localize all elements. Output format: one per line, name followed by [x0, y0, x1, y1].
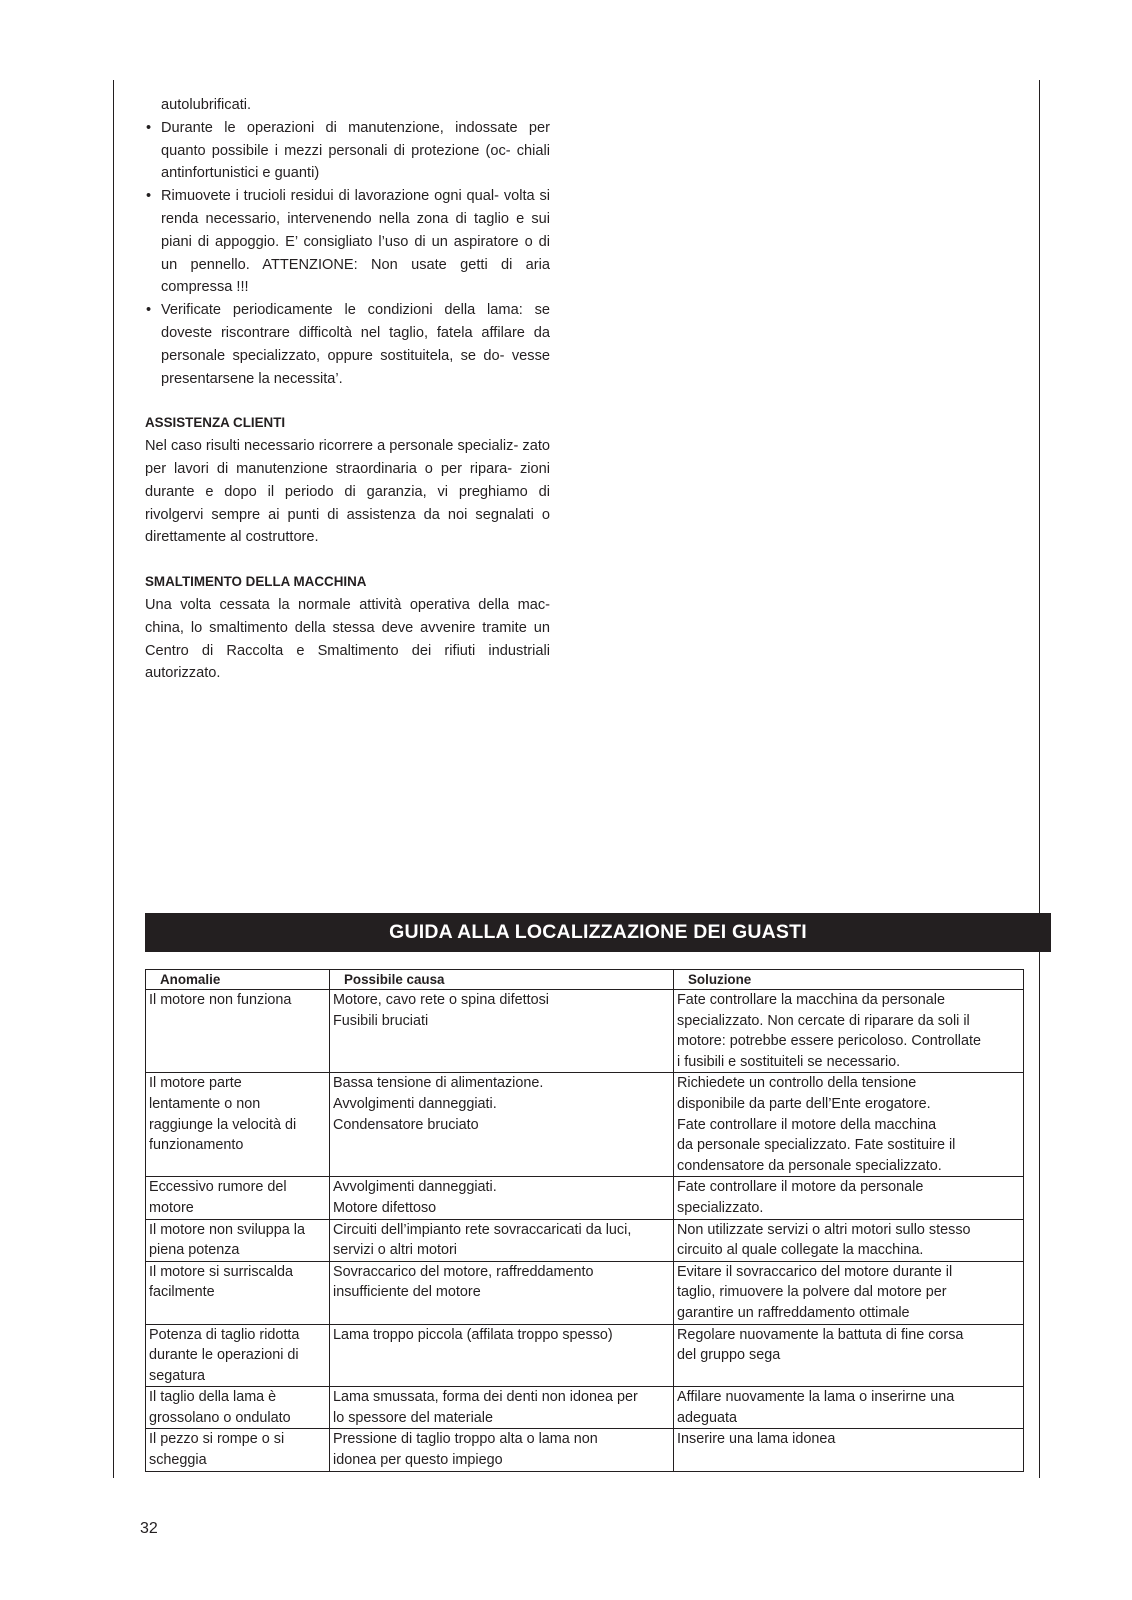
table-body — [146, 990, 1024, 1472]
cell-line: Sovraccarico del motore, raffreddamento — [333, 1263, 594, 1280]
cell-line: Pressione di taglio troppo alta o lama non — [333, 1431, 598, 1448]
customer-service-body — [145, 435, 550, 549]
cell-line: del gruppo sega — [677, 1347, 781, 1364]
cell-line: condensatore da personale specializzato. — [677, 1157, 942, 1174]
cell-line: Il motore non funziona — [149, 992, 292, 1008]
cell-line: piena potenza — [149, 1242, 240, 1259]
text-line: autorizzato. — [145, 665, 221, 682]
cause-cell — [330, 1219, 674, 1261]
cell-line: durante le operazioni di — [149, 1347, 299, 1364]
text-line: ATTENZIONE: Non usate getti di aria compressa !!! — [161, 256, 550, 296]
cell-line: Il taglio della lama è — [149, 1389, 277, 1406]
solution-cell — [674, 1387, 1024, 1429]
table-header-row — [146, 970, 1024, 990]
cause-cell — [330, 1177, 674, 1219]
text-line: un Centro di Raccolta e Smaltimento dei rifiuti industriali — [145, 619, 550, 659]
troubleshooting-table — [145, 969, 1024, 1472]
cell-line: segatura — [149, 1367, 206, 1384]
table-row — [146, 1324, 1024, 1387]
table-row — [146, 990, 1024, 1073]
text-line: da personale specializzato, oppure sostituitela, se do- — [161, 324, 550, 364]
cell-line: Fate controllare il motore da personale — [677, 1179, 924, 1196]
cell-line: Il pezzo si rompe o si — [149, 1431, 285, 1448]
text-line: Verificate periodicamente le condizioni della lama: se — [161, 302, 550, 319]
text-line: Rimuovete i trucioli residui di lavorazione ogni qual- — [161, 188, 504, 205]
cell-line: idonea per questo impiego — [333, 1452, 503, 1469]
cell-line: grossolano o ondulato — [149, 1409, 291, 1426]
customer-service-section — [145, 412, 550, 549]
maintenance-lead-line: autolubrificati. — [161, 97, 252, 113]
cell-line: lentamente o non — [149, 1095, 261, 1112]
text-line: zioni durante e dopo il periodo di garanzia, vi preghiamo — [145, 460, 550, 500]
cell-line: Lama smussata, forma dei denti non idonea per — [333, 1389, 638, 1406]
cell-line: Motore, cavo rete o spina difettosi — [333, 992, 549, 1008]
text-line: Durante le operazioni di manutenzione, indossate per — [161, 119, 550, 136]
cell-line: Lama troppo piccola (affilata troppo spesso) — [333, 1326, 613, 1343]
cell-line: circuito al quale collegate la macchina. — [677, 1242, 924, 1259]
anomaly-cell — [146, 990, 330, 1073]
table-row — [146, 1261, 1024, 1324]
cause-cell — [330, 1261, 674, 1324]
cell-line: specializzato. Non cercate di riparare da soli il — [677, 1012, 970, 1029]
text-column — [145, 94, 550, 685]
anomaly-cell — [146, 1429, 330, 1471]
cell-line: Regolare nuovamente la battuta di fine corsa — [677, 1326, 964, 1343]
text-line: quanto possibile i mezzi personali di protezione (oc- — [161, 142, 517, 159]
table-row — [146, 1429, 1024, 1471]
solution-cell — [674, 990, 1024, 1073]
cell-line: Inserire una lama idonea — [677, 1431, 836, 1448]
anomaly-cell — [146, 1387, 330, 1429]
cause-cell — [330, 990, 674, 1073]
anomaly-cell — [146, 1324, 330, 1387]
text-line: vesse presentarsene la necessita’. — [161, 347, 550, 387]
cell-line: garantire un raffreddamento ottimale — [677, 1304, 910, 1321]
cell-line: facilmente — [149, 1284, 215, 1301]
cell-line: Richiedete un controllo della tensione — [677, 1075, 917, 1092]
cell-line: Il motore si surriscalda — [149, 1263, 293, 1280]
cell-line: Fate controllare il motore della macchina — [677, 1116, 937, 1133]
disposal-body — [145, 594, 550, 685]
cell-line: Motore difettoso — [333, 1199, 437, 1216]
bullet-item-chips — [145, 185, 550, 299]
table-row — [146, 1177, 1024, 1219]
cell-line: Bassa tensione di alimentazione. — [333, 1075, 544, 1092]
right-margin-rule — [1039, 80, 1040, 1478]
text-line: taglio e sui piani di appoggio. — [161, 210, 550, 250]
table-row — [146, 1073, 1024, 1177]
cell-line: Il motore parte — [149, 1075, 242, 1092]
cell-line: specializzato. — [677, 1199, 764, 1216]
solution-cell — [674, 1261, 1024, 1324]
text-line: di rivolgervi sempre ai punti di assistenza da noi segnalati — [145, 483, 550, 523]
cell-line: i fusibili e sostituiteli se necessario. — [677, 1053, 901, 1070]
cell-line: Avvolgimenti danneggiati. — [333, 1179, 497, 1196]
customer-service-heading: ASSISTENZA CLIENTI — [145, 415, 286, 431]
cause-cell — [330, 1429, 674, 1471]
anomaly-cell — [146, 1219, 330, 1261]
bullet-item-blade — [145, 299, 550, 390]
cell-line: Condensatore bruciato — [333, 1116, 479, 1133]
text-line: Nel caso risulti necessario ricorrere a personale specializ- — [145, 438, 523, 455]
cause-cell — [330, 1324, 674, 1387]
table-row — [146, 1219, 1024, 1261]
cell-line: Il motore non sviluppa la — [149, 1221, 305, 1238]
cell-line: Evitare il sovraccarico del motore durante il — [677, 1263, 953, 1280]
cell-line: motore — [149, 1199, 194, 1216]
cell-line: Non utilizzate servizi o altri motori sullo stesso — [677, 1221, 971, 1238]
solution-cell — [674, 1177, 1024, 1219]
cell-line: Avvolgimenti danneggiati. — [333, 1095, 497, 1112]
text-line: volta si renda necessario, intervenendo nella zona di — [161, 188, 551, 227]
column-header-solution: Soluzione — [674, 970, 1024, 990]
cell-line: Eccessivo rumore del — [149, 1179, 287, 1196]
cell-line: Fusibili bruciati — [333, 1012, 429, 1029]
table-row — [146, 1387, 1024, 1429]
text-line: o direttamente al costruttore. — [145, 506, 550, 546]
text-line: doveste riscontrare difficoltà nel taglio, fatela affilare — [161, 324, 534, 341]
column-header-anomalies: Anomalie — [146, 970, 330, 990]
anomaly-cell — [146, 1073, 330, 1177]
disposal-section — [145, 571, 550, 685]
column-header-possible-cause: Possibile causa — [330, 970, 674, 990]
cell-line: lo spessore del materiale — [333, 1409, 493, 1426]
cause-cell — [330, 1073, 674, 1177]
cell-line: scheggia — [149, 1452, 207, 1469]
cell-line: Potenza di taglio ridotta — [149, 1326, 300, 1343]
page-number: 32 — [140, 1520, 158, 1537]
cell-line: raggiunge la velocità di — [149, 1116, 297, 1133]
anomaly-cell — [146, 1177, 330, 1219]
bullet-item-ppe — [145, 117, 550, 185]
text-line: zato per lavori di manutenzione straordinaria o per ripara- — [145, 438, 550, 477]
solution-cell — [674, 1429, 1024, 1471]
cell-line: disponibile da parte dell’Ente erogatore. — [677, 1095, 931, 1112]
cell-line: motore: potrebbe essere pericoloso. Controllate — [677, 1033, 981, 1050]
solution-cell — [674, 1219, 1024, 1261]
cell-line: servizi o altri motori — [333, 1242, 457, 1259]
cell-line: da personale specializzato. Fate sostituire il — [677, 1137, 956, 1154]
solution-cell — [674, 1324, 1024, 1387]
cell-line: adeguata — [677, 1409, 738, 1426]
troubleshooting-title-banner: GUIDA ALLA LOCALIZZAZIONE DEI GUASTI — [145, 913, 1051, 952]
maintenance-bullet-list — [145, 117, 550, 391]
text-line: chiali antinfortunistici e guanti) — [161, 142, 550, 182]
text-line: china, lo smaltimento della stessa deve avvenire tramite — [145, 619, 534, 636]
cell-line: Circuiti dell’impianto rete sovraccaricati da luci, — [333, 1221, 632, 1238]
left-margin-rule — [113, 80, 114, 1478]
disposal-heading: SMALTIMENTO DELLA MACCHINA — [145, 574, 367, 590]
cell-line: taglio, rimuovere la polvere dal motore per — [677, 1284, 947, 1301]
cell-line: insufficiente del motore — [333, 1284, 481, 1301]
anomaly-cell — [146, 1261, 330, 1324]
cause-cell — [330, 1387, 674, 1429]
cell-line: funzionamento — [149, 1137, 244, 1154]
cell-line: Affilare nuovamente la lama o inserirne una — [677, 1389, 955, 1406]
cell-line: Fate controllare la macchina da personale — [677, 992, 945, 1008]
text-line: Una volta cessata la normale attività operativa della mac- — [145, 596, 550, 613]
solution-cell — [674, 1073, 1024, 1177]
text-line: E’ consigliato l’uso di un aspiratore o di un pennello. — [161, 233, 551, 273]
